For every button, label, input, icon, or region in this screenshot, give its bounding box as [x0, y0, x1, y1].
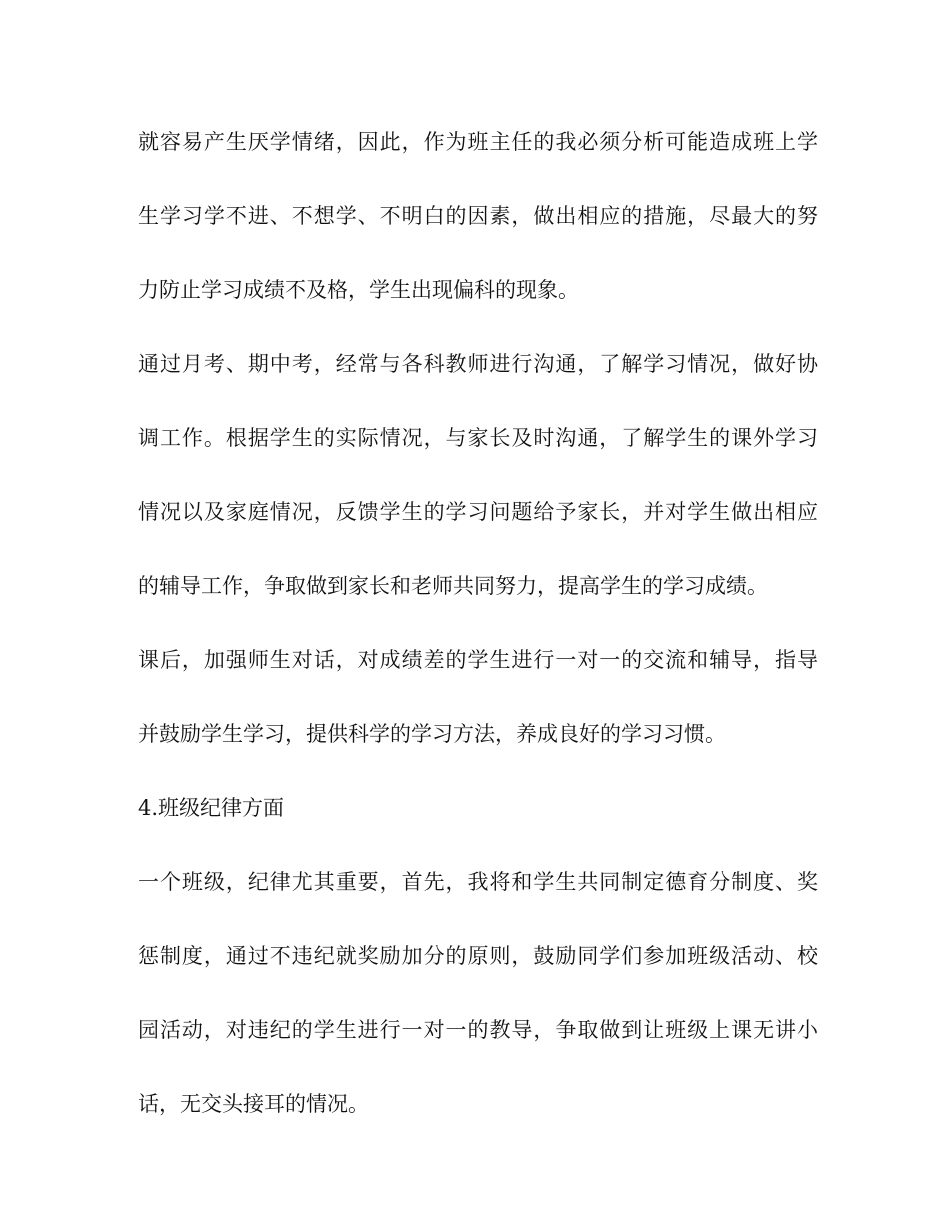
- body-text-line: 惩制度，通过不违纪就奖励加分的原则，鼓励同学们参加班级活动、校: [138, 944, 818, 968]
- body-text-line: 园活动，对违纪的学生进行一对一的教导，争取做到让班级上课无讲小: [138, 1018, 818, 1042]
- body-text-line: 的辅导工作，争取做到家长和老师共同努力，提高学生的学习成绩。: [138, 574, 768, 598]
- body-text-line: 生学习学不进、不想学、不明白的因素，做出相应的措施，尽最大的努: [138, 204, 818, 228]
- section-heading: 4.班级纪律方面: [138, 796, 285, 820]
- body-text-line: 并鼓励学生学习，提供科学的学习方法，养成良好的学习习惯。: [138, 722, 726, 746]
- body-text-line: 通过月考、期中考，经常与各科教师进行沟通，了解学习情况，做好协: [138, 352, 818, 376]
- body-text-line: 力防止学习成绩不及格，学生出现偏科的现象。: [138, 278, 579, 302]
- body-text-line: 调工作。根据学生的实际情况，与家长及时沟通，了解学生的课外学习: [138, 426, 818, 450]
- body-text-line: 情况以及家庭情况，反馈学生的学习问题给予家长，并对学生做出相应: [138, 500, 818, 524]
- body-text-line: 一个班级，纪律尤其重要，首先，我将和学生共同制定德育分制度、奖: [138, 870, 818, 894]
- body-text-line: 就容易产生厌学情绪，因此，作为班主任的我必须分析可能造成班上学: [138, 130, 818, 154]
- body-text-line: 课后，加强师生对话，对成绩差的学生进行一对一的交流和辅导，指导: [138, 648, 818, 672]
- body-text-line: 话，无交头接耳的情况。: [138, 1092, 369, 1116]
